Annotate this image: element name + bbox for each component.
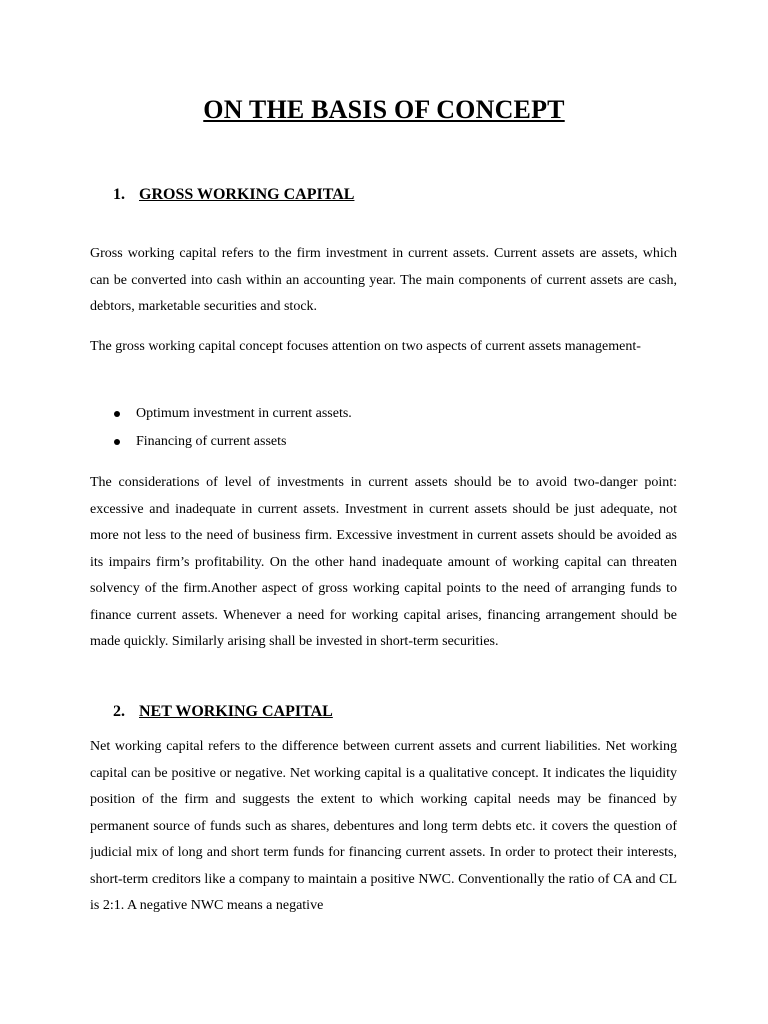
list-item	[90, 428, 352, 456]
section-heading-text: NET WORKING CAPITAL	[139, 703, 333, 720]
bullet-icon	[114, 439, 120, 445]
bullet-icon	[114, 411, 120, 417]
paragraph-gross-definition: Gross working capital refers to the firm investment in current assets. Current assets are assets, which can be converted into cash within an accounting year. The main components of current assets are cash, debtors, marketable securities and stock.	[90, 246, 677, 314]
paragraph-gross-concept: The gross working capital concept focuses attention on two aspects of current assets management-	[90, 339, 641, 354]
bullet-list	[90, 400, 352, 456]
section-heading-text: GROSS WORKING CAPITAL	[139, 186, 355, 203]
section-number: 2.	[113, 703, 125, 720]
list-item-text: Optimum investment in current assets.	[136, 406, 352, 421]
section-heading-net-working-capital	[113, 702, 333, 722]
paragraph-gross-considerations: The considerations of level of investments in current assets should be to avoid two-danger point: excessive and inadequate in current assets. Investment in current assets should be just adequate, not more not less to the need of business firm. Excessive investment in current assets should be avoided as its impairs firm’s profitability. On the other hand inadequate amount of working capital can threaten solvency of the firm.Another aspect of gross working capital points to the need of arranging funds to finance current assets. Whenever a need for working capital arises, financing arrangement should be made quickly. Similarly arising shall be invested in short-term securities.	[90, 475, 677, 649]
section-heading-gross-working-capital	[113, 185, 354, 205]
list-item	[90, 400, 352, 428]
page-title: ON THE BASIS OF CONCEPT	[203, 95, 565, 124]
list-item-text: Financing of current assets	[136, 434, 287, 449]
section-number: 1.	[113, 186, 125, 203]
paragraph-net-definition: Net working capital refers to the difference between current assets and current liabilities. Net working capital can be positive or negative. Net working capital is a qualitative concept. It indicates the liquidity position of the firm and suggests the extent to which working capital needs may be financed by permanent source of funds such as shares, debentures and long term debts etc. it covers the question of judicial mix of long and short term funds for financing current assets. In order to protect their interests, short-term creditors like a company to maintain a positive NWC. Conventionally the ratio of CA and CL is 2:1. A negative NWC means a negative	[90, 739, 677, 913]
